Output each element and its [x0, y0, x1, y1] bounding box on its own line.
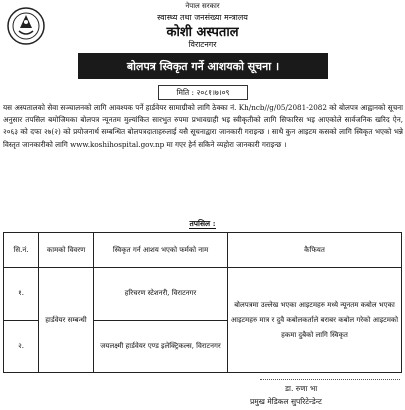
signatory-title: प्रमुख मेडिकल सुपरिटेन्डेन्ट	[250, 397, 322, 406]
remarks-cell: बोलपत्रमा उल्लेख भएका आइटमहरु मध्ये न्यूनतम कबोल भएका आइटमहरु मात्र र दुवै कबोलकर्ताले बराबर कबोल गरेको आइटमको हकमा दुबैको लागि स्विकृत	[228, 268, 402, 373]
col-header-sn: सि.नं.	[4, 233, 39, 268]
col-header-firm: स्विकृत गर्न आशय भएको फर्मको नाम	[94, 233, 228, 268]
ministry-name: स्वास्थ्य तथा जनसंख्या मन्त्रालय	[157, 13, 248, 22]
col-header-work: कामको विवरण	[39, 233, 94, 268]
schedule-heading-label: तपसिल :	[189, 219, 216, 228]
row-firm: हरिचरण स्टेशनरी, विराटनगर	[94, 268, 228, 321]
col-header-remarks: कैफियत	[228, 233, 402, 268]
notice-date: मिति : २०८१।७।०९	[158, 85, 248, 100]
notice-title-banner: बोलपत्र स्विकृत गर्ने आशयको सूचना ।	[78, 53, 328, 79]
signatory-name: डा. रुणा भा	[285, 384, 318, 393]
row-sn: १.	[4, 268, 39, 321]
schedule-heading	[0, 219, 405, 229]
hospital-location: विराटनगर	[188, 40, 217, 49]
table-header-row	[4, 233, 402, 268]
notice-body: यस अस्पतालको सेवा सञ्चालनको लागि आवश्यक पर्ने हार्डवेयर सामाग्रीको लागि ठेक्का नं. Kh/ncb//g/05/2081-2082 को बोलपत्र आह्वानको सूचना अनुसार तपसिल बमोजिमका बोलपत्र न्यूनतम मुल्यांकित सारभुत रुपमा प्रभावग्राही भइ स्वीकृतीको लागि सिफारिस भइ आएकोले सार्वजनिक खरिद ऐन, २०६३ को दफा २७(२) को प्रयोजनार्थ सम्बन्धित बोलपत्रदाताहरुलाई यसै सूचनाद्वारा जानकारी गराइन्छ । साथै कुन आइटम कसको लागि स्विकृत भएको भन्ने विस्तृत जानकारीको लागि www.koshihospital.gov.np मा गएर हेर्न सकिने व्यहोरा जानकारी गराइन्छ ।	[3, 103, 403, 149]
work-description: हार्डवेयर सम्बन्धी	[39, 268, 94, 373]
signature-line	[260, 379, 400, 380]
bid-table	[3, 232, 402, 373]
hospital-name: कोशी अस्पताल	[166, 25, 239, 40]
government-name: नेपाल सरकार	[185, 2, 220, 10]
table-row	[4, 268, 402, 321]
row-firm: जयलक्ष्मी हार्डवेयर एण्ड इलेक्ट्रिकल्स, विराटनगर	[94, 320, 228, 373]
row-sn: २.	[4, 320, 39, 373]
